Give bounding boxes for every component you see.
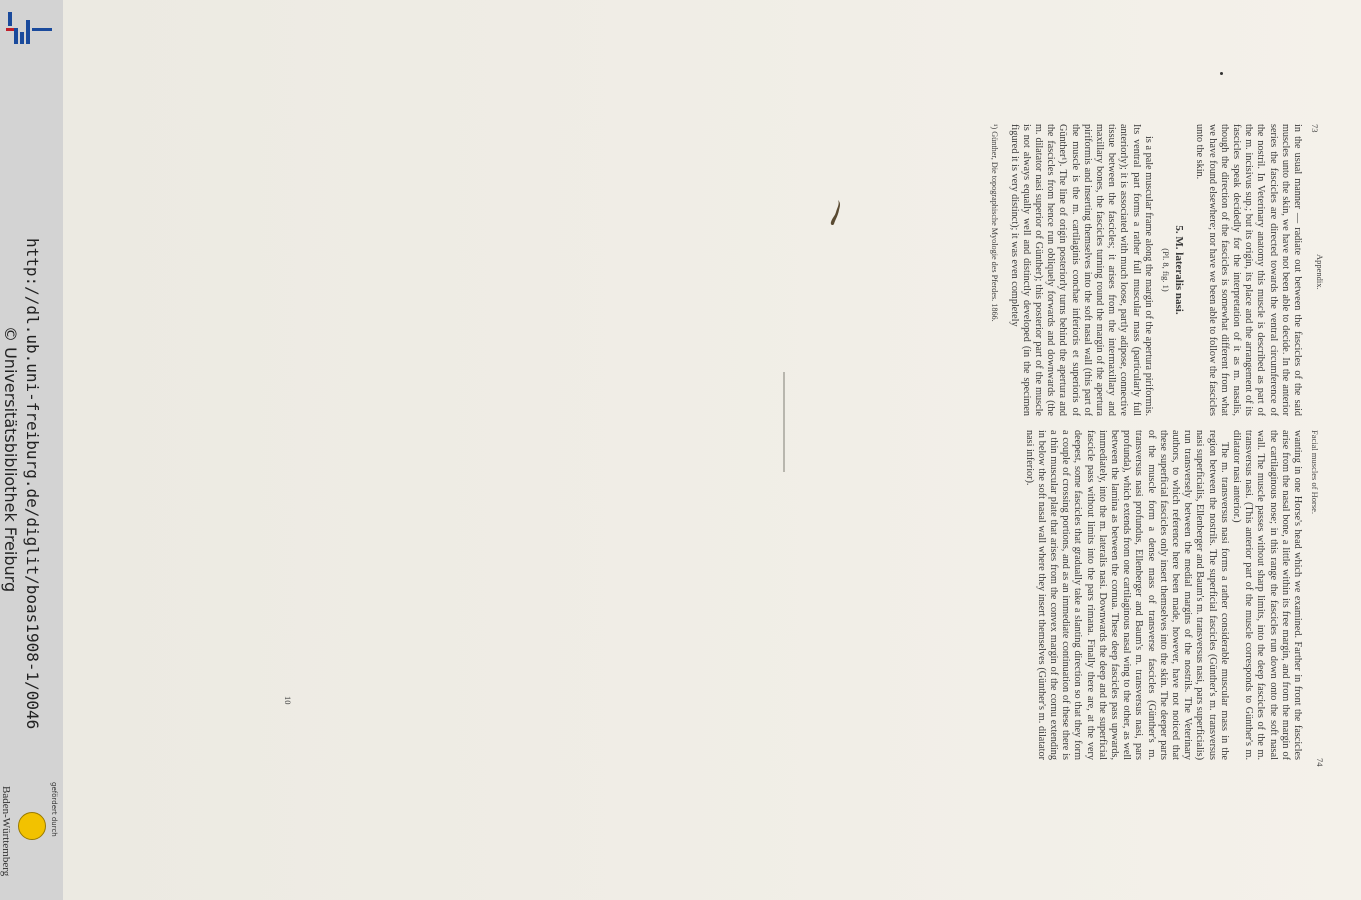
funded-by-label: gefördert durch bbox=[50, 782, 58, 837]
paragraph: The m. transversus nasi forms a rather considerable muscular mass in the region between the nostrils. The superficial fascicles (Günther's m. transversus nasi superficialis, Ellenberger and Baum's m. transversus nasi, pars superficialis) run transversely between the medial margins of the nostrils. The Veterinary authors, to which reference here been made, however, have not noticed that these superficial fascicles only insert themselves into the skin. The deeper parts of the muscle form a dense mass of transverse fascicles (Günther's m. transversus nasi profundus, Ellenberger and Baum's m. transversus nasi, pars profunda), which extends from one cartilaginous nasal wing to the other, as well between the lamina as between the cornua. These deep fascicles pass upwards, immediately, into the m. lateralis nasi. Downwards the deep and the superficial fascicle pass without limits into the pars rimana. Finally there are, at the very deepest, some fascicles that gradually take a slanting direction so that they form a couple of crossing portions, and as an immediate continuation of these there is a thin muscular plate that arises from the convex margin of the cornu extending in below the soft nasal wall where they insert themselves (Günther's m. dilatator nasi inferior). bbox=[1023, 430, 1230, 760]
running-head: Appendix. bbox=[1315, 254, 1325, 290]
page-74-body bbox=[1022, 430, 1303, 760]
running-head: Facial muscles of Horse. bbox=[1310, 430, 1320, 515]
state-name: Baden-Württemberg bbox=[0, 786, 12, 877]
signature-mark: 10 bbox=[283, 696, 293, 705]
ink-dot bbox=[1220, 72, 1223, 75]
paragraph: in the usual manner — radiate out between the fascicles of the said muscles unto the skin, we have not been able to decide. In the anterior series the fascicles are directed towards the ventral circumference of the nostril. In Veterinary anatomy this muscle is described as part of the m. incisivus sup.; but its origin, its place and the arrangement of its fascicles speak decidedly for the interpretation of it as m. nasalis, though the direction of the fascicles is somewhat different from what we have found elsewhere; nor have we been able to follow the fascicles unto the skin. bbox=[1194, 124, 1303, 416]
page-73-header bbox=[1307, 124, 1325, 404]
page-73-body bbox=[989, 124, 1303, 416]
document-url[interactable]: http://dl.ub.uni-freiburg.de/diglit/boas1908-1/0046 bbox=[23, 238, 42, 730]
page-number: 73 bbox=[1310, 124, 1320, 133]
page-number: 74 bbox=[1315, 758, 1325, 767]
paragraph: is a pale muscular frame along the margin of the apertura piriformis. Its ventral part forms a rather full muscular mass (particularly full anteriorly); it is associated with much loose, partly adipose, connective tissue between the fascicles; it arises from the intermaxillary and maxillary bones, the fascicles turning round the margin of the apertura piriformis and inserting themselves into the soft nasal wall (this part of the muscle is the m. cartilaginis conchae inferioris et superioris of Günther¹). The line of origin posteriorly turns behind the apertura and the fascicles from hence run obliquely forwards and downwards (the m. dilatator nasi superior of Günther); this posterior part of the muscle is not always equally well and distinctly developed (in the specimen figured it is very distinct); it was even completely bbox=[1008, 124, 1154, 416]
viewer-sidebar bbox=[0, 0, 63, 900]
paragraph: wanting in one Horse's head which we examined. Farther in front the fascicles arise from the nasal bone, a little within its free margin, and from the margin of the cartilaginous nose; in this range the fascicles run down onto the soft nasal wall. The muscle passes without sharp limits, into the deep fascicles of the m. transversus nasi. (This anterior part of the muscle corresponds to Günther's m. dilatator nasi anterior.) bbox=[1230, 430, 1303, 760]
page-fold-line bbox=[783, 372, 785, 472]
page-74-header bbox=[1307, 430, 1325, 767]
section-reference: (Pl. 8, fig. 1) bbox=[1160, 248, 1171, 292]
section-title: 5. M. lateralis nasi. bbox=[1173, 225, 1186, 315]
copyright-notice: © Universitätsbibliothek Freiburg bbox=[1, 326, 20, 593]
scanned-page bbox=[63, 0, 1361, 900]
state-emblem-icon bbox=[18, 812, 46, 840]
footnote: ¹) Günther, Die topographische Myologie des Pferdes. 1866. bbox=[990, 124, 1000, 322]
ink-blot bbox=[828, 198, 842, 228]
library-logo-icon bbox=[4, 10, 54, 50]
